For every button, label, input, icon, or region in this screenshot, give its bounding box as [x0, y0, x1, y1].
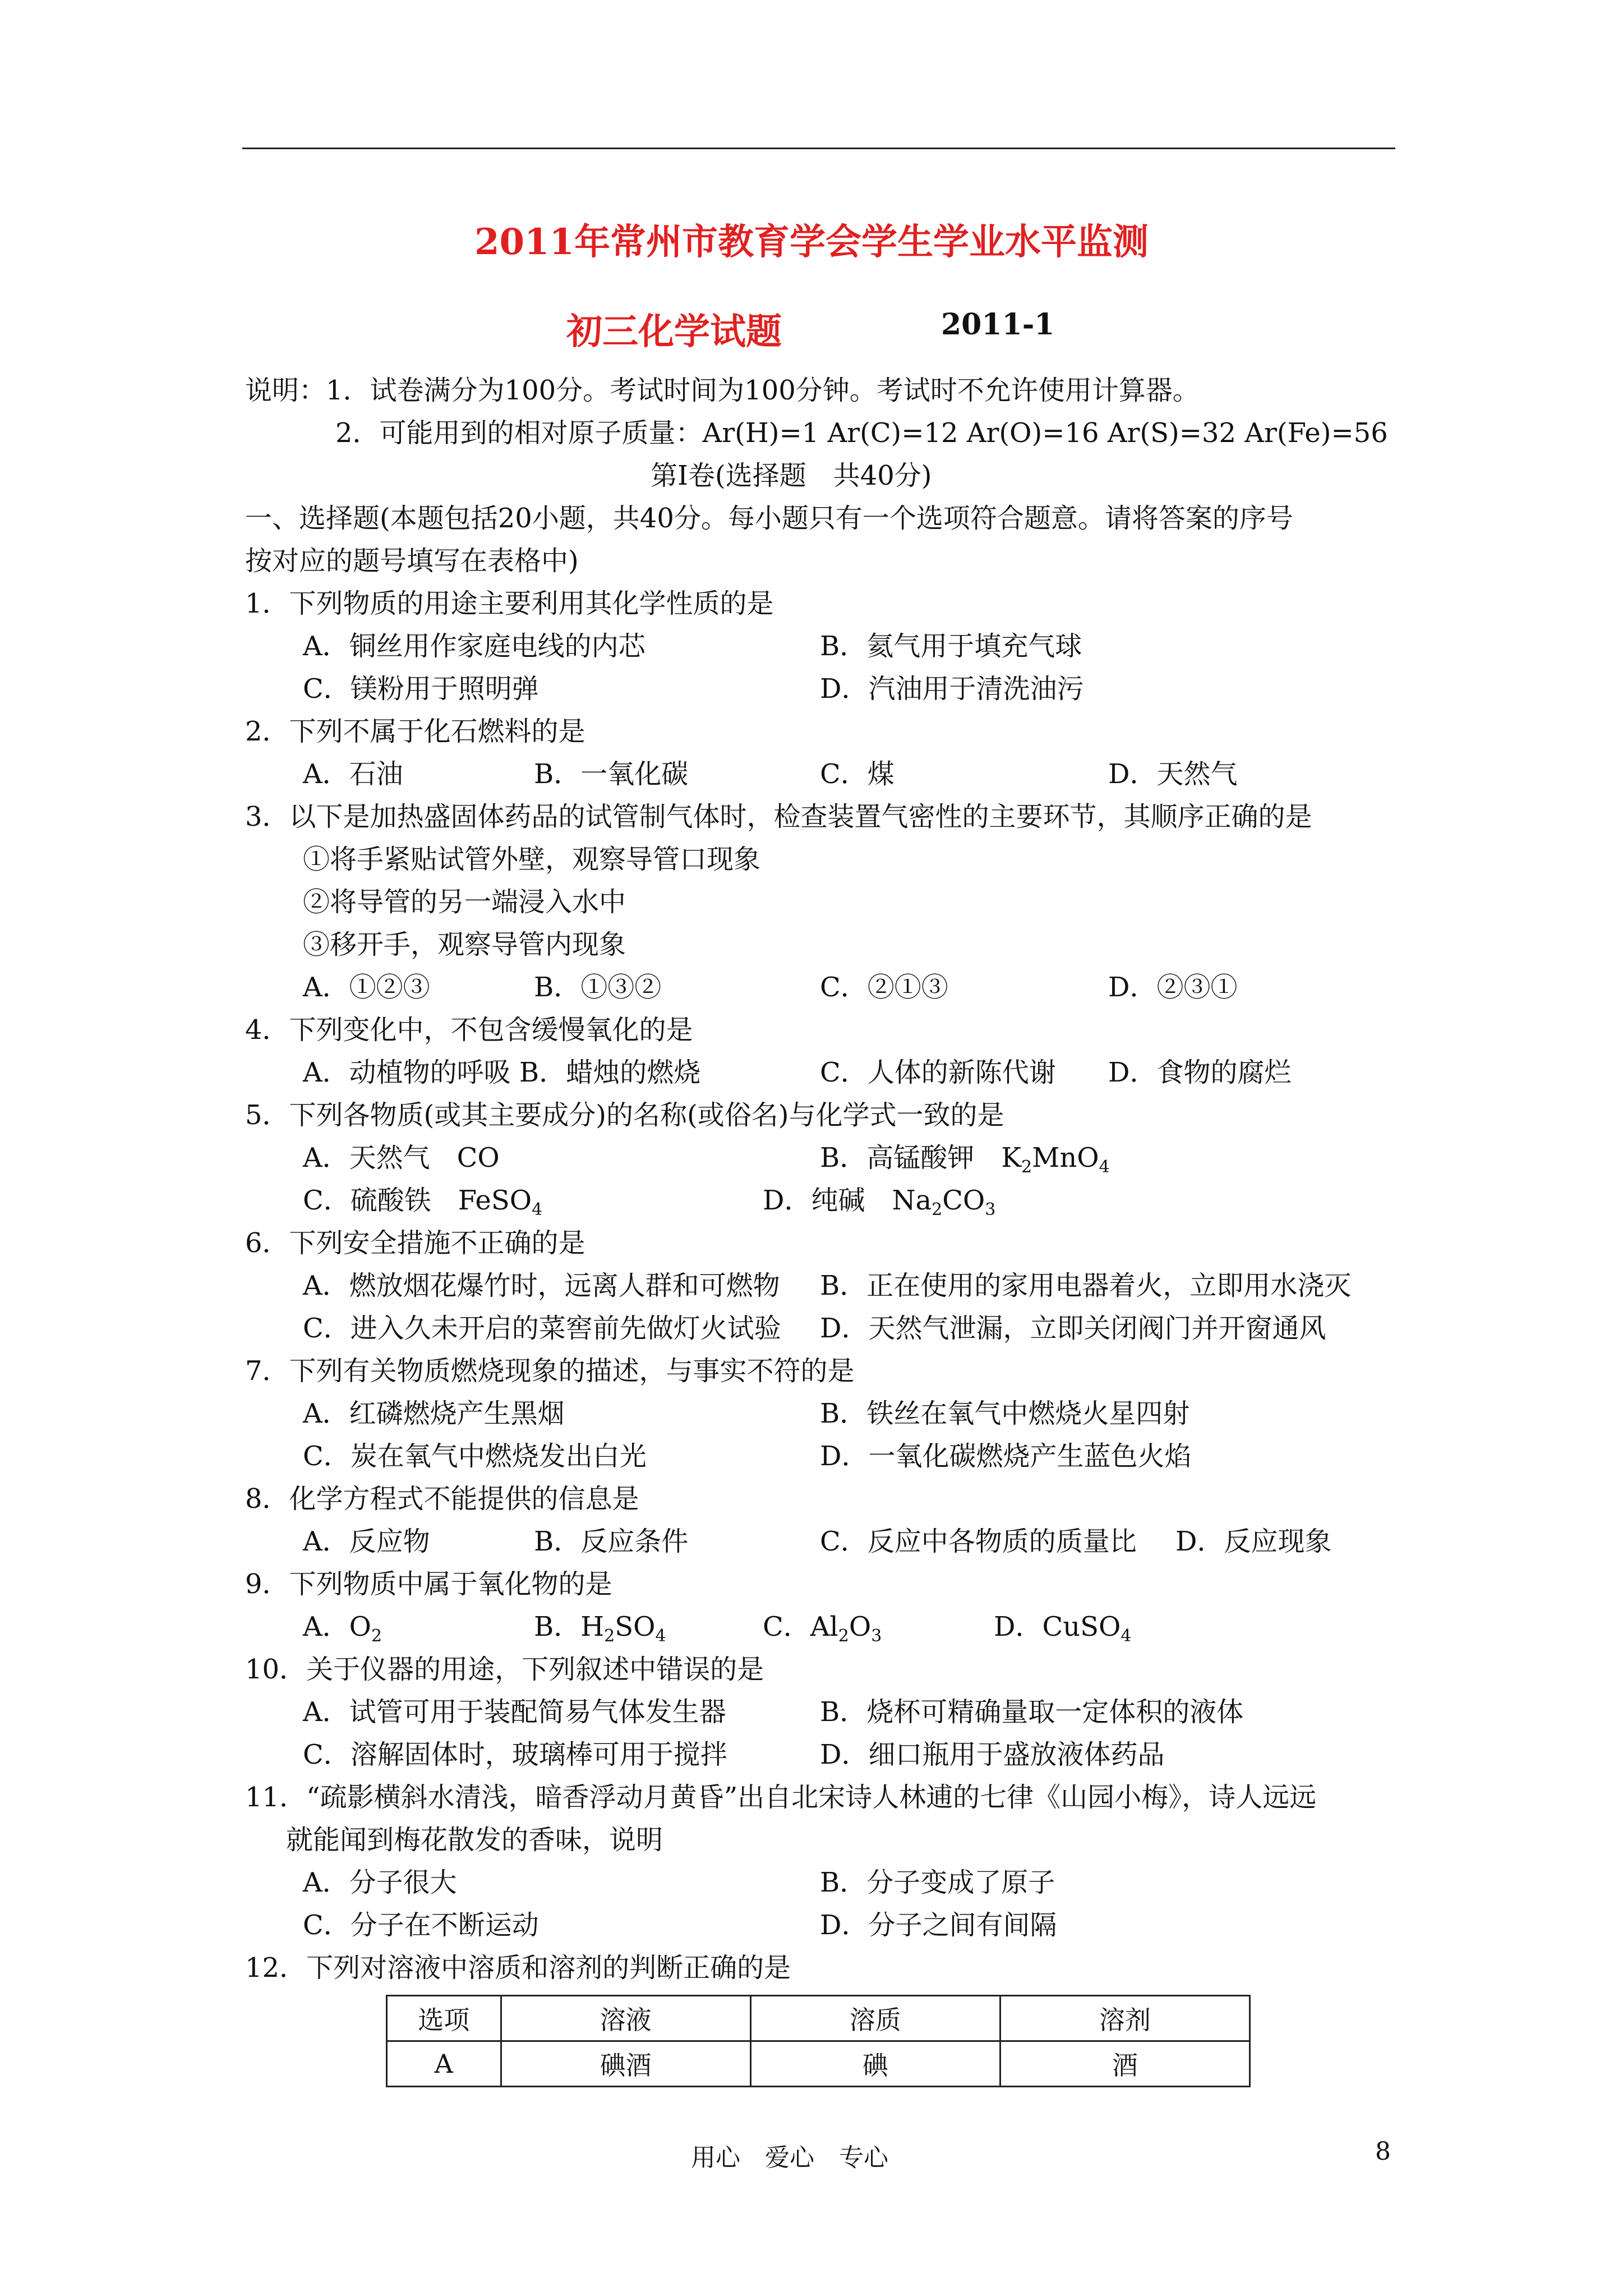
question-3-stem: 3．以下是加热盛固体药品的试管制气体时，检查装置气密性的主要环节，其顺序正确的是 — [245, 801, 1312, 832]
q8-option-b: B．反应条件 — [534, 1526, 689, 1557]
header-rule — [242, 148, 1395, 149]
q7-option-b: B．铁丝在氧气中燃烧火星四射 — [820, 1398, 1190, 1429]
table-header-cell: 溶质 — [750, 1996, 1000, 2041]
q5-option-b: B．高锰酸钾 $K_2MnO_4$ — [820, 1142, 1110, 1177]
q5-option-c: C．硫酸铁 FeSO$_4$ — [303, 1185, 543, 1220]
q2-option-a: A．石油 — [303, 758, 403, 790]
table-cell: 碘 — [750, 2041, 1000, 2087]
table-row — [387, 2041, 1250, 2087]
q2-option-c: C．煤 — [820, 758, 895, 790]
table-cell: 酒 — [1000, 2041, 1249, 2087]
footer-motto: 用心 爱心 专心 — [691, 2143, 888, 2172]
q11-option-c: C．分子在不断运动 — [303, 1910, 539, 1941]
question-11-stem: 11．“疏影横斜水清浅，暗香浮动月黄昏”出自北宋诗人林逋的七律《山园小梅》，诗人远远 — [245, 1782, 1317, 1813]
exam-subtitle: 初三化学试题 — [566, 311, 782, 353]
q7-option-c: C．炭在氧气中燃烧发出白光 — [303, 1441, 647, 1472]
q4-option-c: C．人体的新陈代谢 — [820, 1057, 1056, 1088]
q10-option-c: C．溶解固体时，玻璃棒可用于搅拌 — [303, 1739, 727, 1770]
q9-option-b: B．$H_2SO_4$ — [534, 1611, 666, 1646]
q2-option-d: D．天然气 — [1108, 758, 1238, 790]
q10-option-b: B．烧杯可精确量取一定体积的液体 — [820, 1696, 1244, 1728]
table-header-cell: 选项 — [387, 1996, 501, 2041]
q11-option-a: A．分子很大 — [303, 1867, 457, 1898]
q4-option-d: D．食物的腐烂 — [1108, 1057, 1292, 1088]
section-heading: 第Ⅰ卷(选择题 共40分) — [651, 460, 932, 491]
q5-option-d: D．纯碱 $Na_2CO_3$ — [763, 1185, 996, 1220]
part-heading: 一、选择题(本题包括20小题，共40分。每小题只有一个选项符合题意。请将答案的序号 — [245, 503, 1293, 534]
q1-option-d: D．汽油用于清洗油污 — [820, 673, 1084, 705]
q3-option-a: A．①②③ — [303, 972, 430, 1003]
question-4-stem: 4．下列变化中，不包含缓慢氧化的是 — [245, 1014, 693, 1046]
q10-option-a: A．试管可用于装配简易气体发生器 — [303, 1696, 726, 1728]
question-1-stem: 1．下列物质的用途主要利用其化学性质的是 — [245, 588, 774, 619]
q11-option-d: D．分子之间有间隔 — [820, 1910, 1057, 1941]
q3-step-1: ①将手紧贴试管外壁，观察导管口现象 — [303, 844, 761, 875]
q8-option-a: A．反应物 — [303, 1526, 430, 1557]
part-heading-cont: 按对应的题号填写在表格中) — [245, 545, 579, 577]
q2-option-b: B．一氧化碳 — [534, 758, 689, 790]
q3-step-3: ③移开手，观察导管内现象 — [303, 929, 626, 960]
q1-option-b: B．氦气用于填充气球 — [820, 631, 1082, 662]
q6-option-b: B．正在使用的家用电器着火，立即用水浇灭 — [820, 1270, 1352, 1301]
instruction-line-2: 2．可能用到的相对原子质量：Ar(H)=1 Ar(C)=12 Ar(O)=16 Ar(S)=32 Ar(Fe)=56 — [335, 417, 1388, 449]
q9-option-d: D．CuSO$_4$ — [994, 1611, 1132, 1646]
q7-option-a: A．红磷燃烧产生黑烟 — [303, 1398, 565, 1429]
q10-option-d: D．细口瓶用于盛放液体药品 — [820, 1739, 1165, 1770]
q3-option-d: D．②③① — [1108, 972, 1238, 1003]
q6-option-a: A．燃放烟花爆竹时，远离人群和可燃物 — [303, 1270, 780, 1301]
q8-option-c: C．反应中各物质的质量比 — [820, 1526, 1137, 1557]
q1-option-a: A．铜丝用作家庭电线的内芯 — [303, 631, 645, 662]
question-9-stem: 9．下列物质中属于氧化物的是 — [245, 1568, 612, 1600]
q7-option-d: D．一氧化碳燃烧产生蓝色火焰 — [820, 1441, 1192, 1472]
question-11-stem-cont: 就能闻到梅花散发的香味，说明 — [286, 1824, 663, 1856]
question-8-stem: 8．化学方程式不能提供的信息是 — [245, 1483, 639, 1515]
question-2-stem: 2．下列不属于化石燃料的是 — [245, 716, 585, 747]
question-7-stem: 7．下列有关物质燃烧现象的描述，与事实不符的是 — [245, 1355, 855, 1387]
q1-option-c: C．镁粉用于照明弹 — [303, 673, 539, 705]
q9-option-c: C．$Al_2O_3$ — [763, 1611, 882, 1646]
q6-option-d: D．天然气泄漏，立即关闭阀门并开窗通风 — [820, 1313, 1326, 1344]
q9-option-a: A．$O_2$ — [303, 1611, 382, 1646]
q3-step-2: ②将导管的另一端浸入水中 — [303, 886, 626, 918]
table-header-cell: 溶液 — [501, 1996, 750, 2041]
table-header-cell: 溶剂 — [1000, 1996, 1249, 2041]
q8-option-d: D．反应现象 — [1175, 1526, 1332, 1557]
instruction-line-1: 说明：1．试卷满分为100分。考试时间为100分钟。考试时不允许使用计算器。 — [245, 375, 1200, 406]
question-10-stem: 10．关于仪器的用途，下列叙述中错误的是 — [245, 1654, 764, 1685]
exam-date: 2011-1 — [941, 307, 1055, 342]
question-5-stem: 5．下列各物质(或其主要成分)的名称(或俗名)与化学式一致的是 — [245, 1099, 1004, 1131]
q3-option-c: C．②①③ — [820, 972, 948, 1003]
q6-option-c: C．进入久未开启的菜窖前先做灯火试验 — [303, 1313, 781, 1344]
page-number: 8 — [1375, 2137, 1391, 2166]
q3-option-b: B．①③② — [534, 972, 662, 1003]
table-cell: A — [387, 2041, 501, 2087]
solution-table — [386, 1995, 1251, 2087]
exam-title: 2011年常州市教育学会学生学业水平监测 — [474, 221, 1149, 263]
question-12-stem: 12．下列对溶液中溶质和溶剂的判断正确的是 — [245, 1952, 791, 1984]
table-header-row — [387, 1996, 1250, 2041]
q4-option-ab: A．动植物的呼吸 B．蜡烛的燃烧 — [303, 1057, 701, 1088]
q5-option-a: A．天然气 CO — [303, 1142, 500, 1174]
table-cell: 碘酒 — [501, 2041, 750, 2087]
q11-option-b: B．分子变成了原子 — [820, 1867, 1055, 1898]
question-6-stem: 6．下列安全措施不正确的是 — [245, 1227, 585, 1259]
